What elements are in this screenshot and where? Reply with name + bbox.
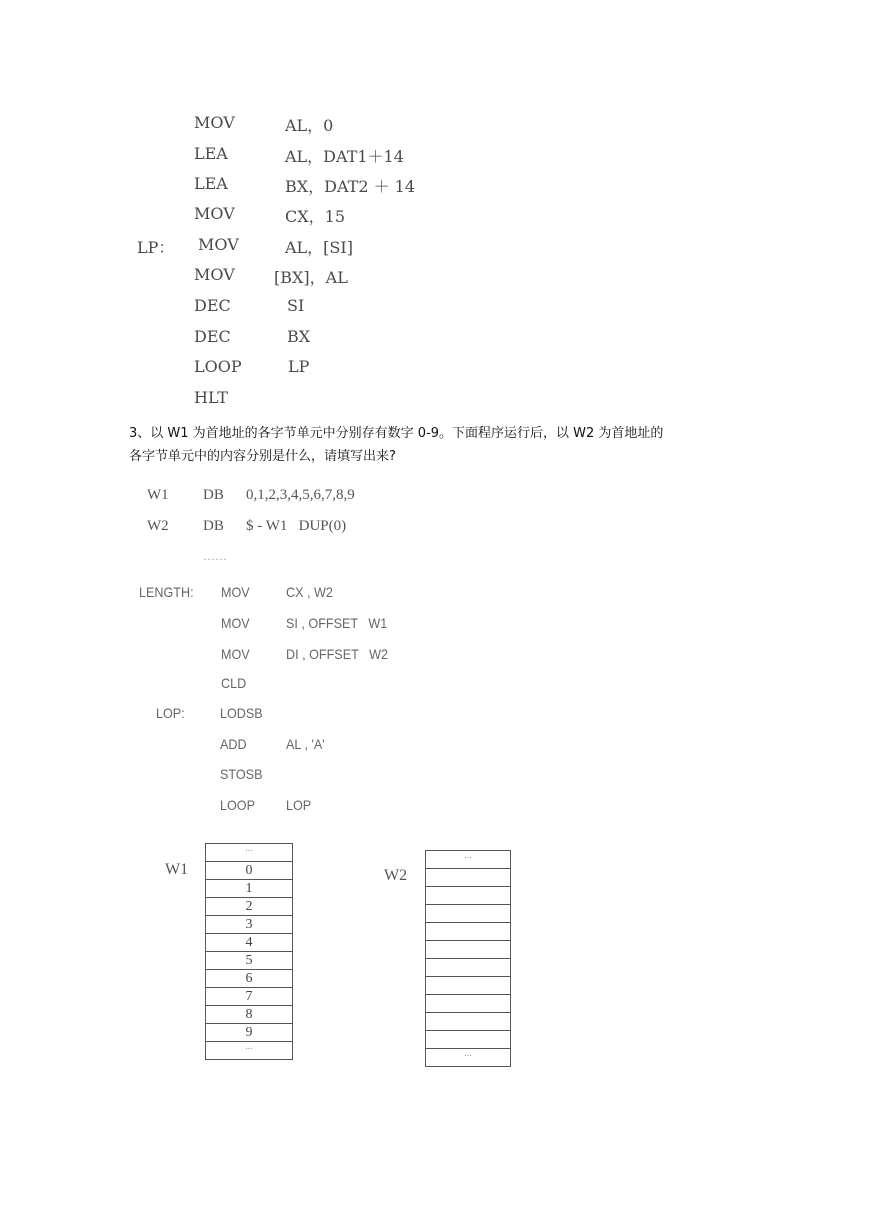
def-name-w2: W2: [147, 518, 169, 534]
w1-memory-label: W1: [165, 861, 189, 878]
w2-cell: ...: [426, 1049, 510, 1067]
p2-op-5: ADD: [220, 736, 247, 752]
w1-cell: 2: [206, 898, 292, 916]
p2-op-0: MOV: [221, 584, 250, 600]
w1-cell: ...: [206, 844, 292, 862]
w1-cell: 4: [206, 934, 292, 952]
def-value-w1: 0,1,2,3,4,5,6,7,8,9: [246, 487, 355, 503]
w2-cell: [426, 977, 510, 995]
p1-args-5: [BX]，AL: [274, 268, 348, 287]
p2-label-4: LOP:: [156, 705, 185, 721]
p1-args-8: LP: [288, 357, 310, 376]
w2-cell: [426, 887, 510, 905]
def-name-w1: W1: [147, 487, 169, 503]
p1-op-0: MOV: [194, 113, 235, 132]
w1-cell: 3: [206, 916, 292, 934]
p1-op-6: DEC: [194, 296, 231, 315]
w2-cell: [426, 923, 510, 941]
p1-op-2: LEA: [194, 174, 228, 193]
w2-cell: [426, 905, 510, 923]
w2-cell: [426, 995, 510, 1013]
w1-cell: 1: [206, 880, 292, 898]
p1-args-1: AL，DAT1＋14: [285, 147, 404, 166]
w2-cell: [426, 959, 510, 977]
p2-op-4: LODSB: [220, 705, 263, 721]
p2-op-2: MOV: [221, 646, 250, 662]
w1-cell: 8: [206, 1006, 292, 1024]
p1-op-7: DEC: [194, 327, 231, 346]
question3-line2: 各字节单元中的内容分别是什么，请填写出来?: [129, 449, 396, 464]
p2-op-7: LOOP: [220, 797, 256, 813]
p1-op-3: MOV: [194, 204, 235, 223]
p2-op-6: STOSB: [220, 766, 263, 782]
p1-args-6: SI: [287, 296, 305, 315]
def-directive-w2: DB: [203, 518, 224, 534]
w2-cell: ...: [426, 851, 510, 869]
p1-args-2: BX，DAT2 ＋ 14: [285, 177, 416, 196]
w2-memory-table: [425, 850, 511, 1067]
w1-cell: 0: [206, 862, 292, 880]
p1-op-5: MOV: [194, 265, 235, 284]
p1-args-7: BX: [287, 327, 311, 346]
def-directive-w1: DB: [203, 487, 224, 503]
p1-op-4: MOV: [198, 235, 239, 254]
p1-op-8: LOOP: [194, 357, 242, 376]
def-value-w2: $ - W1 DUP(0): [246, 518, 347, 534]
p2-op-3: CLD: [221, 675, 247, 691]
p2-args-5: AL , 'A': [286, 736, 325, 752]
w1-cell: 5: [206, 952, 292, 970]
p2-args-0: CX , W2: [286, 584, 333, 600]
p2-op-1: MOV: [221, 615, 250, 631]
w1-cell: 9: [206, 1024, 292, 1042]
p1-args-4: AL，[SI]: [285, 238, 353, 257]
p1-op-1: LEA: [194, 144, 228, 163]
w1-cell: 6: [206, 970, 292, 988]
p1-args-0: AL，0: [285, 116, 334, 135]
w2-memory-label: W2: [384, 867, 408, 884]
p2-args-1: SI , OFFSET W1: [286, 615, 388, 631]
p2-label-0: LENGTH:: [139, 584, 194, 600]
p1-args-3: CX，15: [285, 207, 345, 226]
w2-cell: [426, 1031, 510, 1049]
p2-args-2: DI , OFFSET W2: [286, 646, 388, 662]
w2-cell: [426, 941, 510, 959]
p1-op-9: HLT: [194, 388, 228, 407]
w2-cell: [426, 869, 510, 887]
p2-args-7: LOP: [286, 797, 312, 813]
w1-cell: ...: [206, 1042, 292, 1060]
w1-memory-table: [205, 843, 293, 1060]
question3-line1: 3、以 W1 为首地址的各字节单元中分别存有数字 0-9。下面程序运行后，以 W2 为首地址的: [129, 426, 664, 441]
ellipsis: ……: [203, 549, 227, 563]
w2-cell: [426, 1013, 510, 1031]
w1-cell: 7: [206, 988, 292, 1006]
p1-label-4: LP：: [137, 238, 175, 257]
